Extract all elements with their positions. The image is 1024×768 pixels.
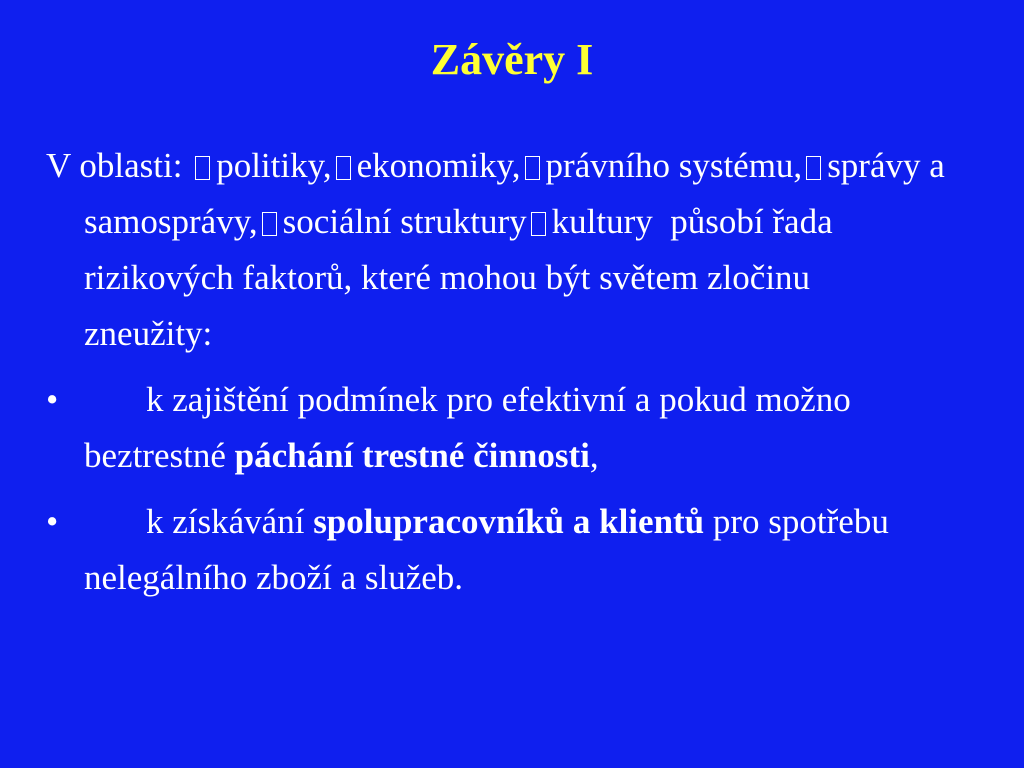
intro-item-culture: kultury bbox=[551, 202, 653, 241]
bullet-marker: • bbox=[46, 502, 59, 541]
bullet-text: k zajištění podmínek pro efektivní a pokud možno beztrestné bbox=[84, 380, 851, 475]
intro-item-social-structure: sociální struktury bbox=[282, 202, 527, 241]
checkbox-square-icon bbox=[195, 156, 210, 180]
checkbox-square-icon bbox=[525, 156, 540, 180]
slide-title: Závěry I bbox=[430, 35, 594, 84]
checkbox-square-icon bbox=[806, 156, 821, 180]
bullet-text-after: pro spotřebu nelegálního zboží a služeb. bbox=[84, 502, 889, 597]
bullet-text: k získávání bbox=[146, 502, 305, 541]
bullet-bold-text: spolupracovníků a klientů bbox=[313, 502, 705, 541]
bullet-bold-text: páchání trestné činnosti bbox=[234, 436, 590, 475]
intro-item-administration: správy a samosprávy, bbox=[84, 146, 945, 241]
checkbox-square-icon bbox=[336, 156, 351, 180]
checkbox-square-icon bbox=[262, 212, 277, 236]
intro-item-politics: politiky, bbox=[216, 146, 332, 185]
bullet-item bbox=[46, 494, 946, 606]
intro-item-legal-system: právního systému, bbox=[545, 146, 803, 185]
intro-paragraph bbox=[46, 138, 946, 362]
bullet-text-after: , bbox=[589, 436, 599, 475]
slide-content bbox=[46, 138, 946, 616]
intro-item-economy: ekonomiky, bbox=[356, 146, 521, 185]
intro-lead: V oblasti: bbox=[46, 146, 183, 185]
intro-tail: působí řada rizikových faktorů, které mohou být světem zločinu zneužity: bbox=[84, 202, 833, 353]
bullet-item bbox=[46, 372, 946, 484]
bullet-marker: • bbox=[46, 380, 59, 419]
checkbox-square-icon bbox=[531, 212, 546, 236]
